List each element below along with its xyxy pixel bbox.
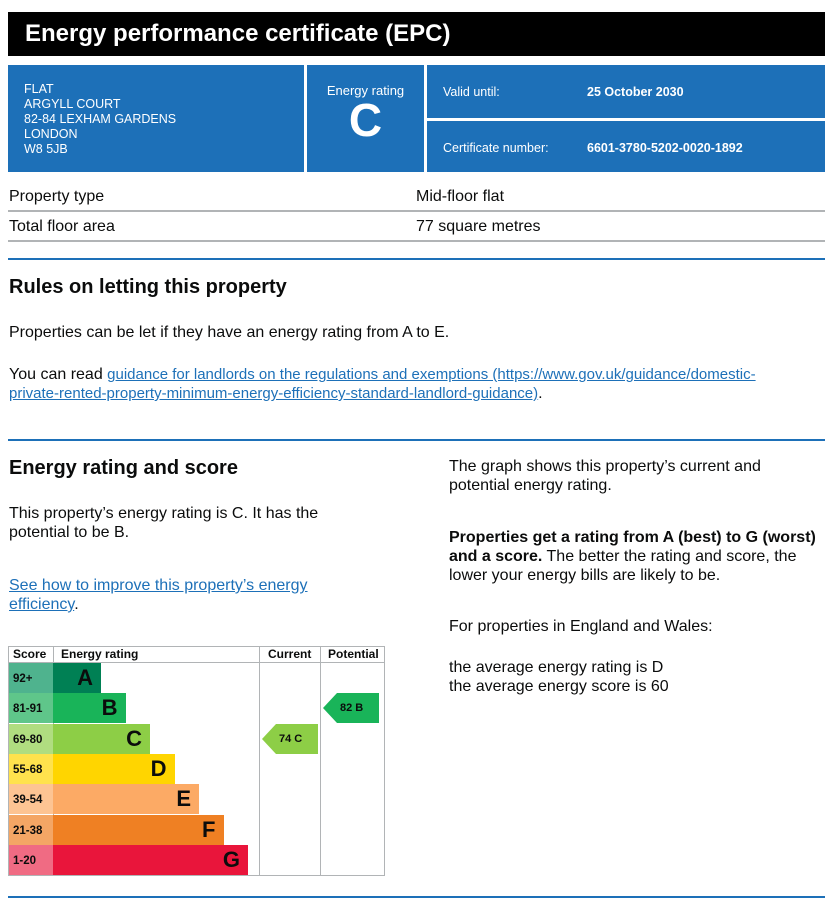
score-range-d: 55-68 <box>9 754 53 784</box>
rating-band-f <box>53 815 224 845</box>
potential-rating-arrow-label: 82 B <box>340 702 364 715</box>
score-range-c: 69-80 <box>9 724 53 754</box>
chart-gridline <box>320 647 321 875</box>
score-range-e: 39-54 <box>9 784 53 814</box>
rating-band-letter: A <box>77 665 93 690</box>
property-type-row <box>8 182 825 212</box>
letting-guidance-paragraph <box>9 365 799 403</box>
rating-band-letter: F <box>202 816 216 842</box>
address-line: FLAT <box>24 82 54 96</box>
rating-band-b <box>53 693 126 723</box>
rating-explanation <box>449 528 825 585</box>
rating-band-letter: C <box>126 725 142 751</box>
certificate-number-value: 6601-3780-5202-0020-1892 <box>587 141 743 155</box>
valid-until-box <box>427 65 825 118</box>
section-divider <box>8 258 825 260</box>
chart-header-score: Score <box>13 647 47 661</box>
score-range-a: 92+ <box>9 663 53 693</box>
chart-header-current: Current <box>268 647 312 661</box>
floor-area-label: Total floor area <box>9 218 115 235</box>
property-type-label: Property type <box>9 188 105 205</box>
graph-description: The graph shows this property’s current and potential energy rating. <box>449 458 761 494</box>
energy-rating-chart <box>8 646 385 876</box>
rating-band-c <box>53 724 150 754</box>
rating-band-d <box>53 754 175 784</box>
valid-until-label: Valid until: <box>443 85 500 99</box>
score-paragraph: This property’s energy rating is C. It has the potential to be B. <box>9 505 319 541</box>
improve-efficiency-link[interactable]: See how to improve this property’s energy efficiency <box>9 577 308 613</box>
address-line: W8 5JB <box>24 142 68 156</box>
rating-explanation-bold: Properties get a rating from A (best) to G (worst) and a score. <box>449 529 816 565</box>
average-score: the average energy score is 60 <box>449 678 669 695</box>
guidance-prefix: You can read <box>9 366 108 383</box>
average-rating: the average energy rating is D <box>449 659 664 676</box>
rating-explanation-rest: The better the rating and score, the lower your energy bills are likely to be. <box>449 548 797 584</box>
rating-band-g <box>53 845 248 875</box>
floor-area-row <box>8 212 825 242</box>
improve-paragraph <box>9 576 329 614</box>
rating-band-letter: E <box>176 786 191 812</box>
chart-header-potential: Potential <box>328 647 379 661</box>
section-divider <box>8 896 825 898</box>
letting-paragraph: Properties can be let if they have an energy rating from A to E. <box>9 324 450 341</box>
certificate-number-box <box>427 121 825 172</box>
address-line: LONDON <box>24 127 78 141</box>
potential-rating-arrow <box>323 693 380 723</box>
rating-band-letter: D <box>150 755 167 781</box>
address-line: 82-84 LEXHAM GARDENS <box>24 112 177 126</box>
current-rating-arrow <box>262 724 319 754</box>
score-range-b: 81-91 <box>9 693 53 723</box>
address-line: ARGYLL COURT <box>24 97 121 111</box>
score-heading: Energy rating and score <box>9 457 238 479</box>
score-range-f: 21-38 <box>9 815 53 845</box>
rating-band-letter: B <box>101 695 118 721</box>
energy-rating-label: Energy rating <box>326 83 405 98</box>
floor-area-value: 77 square metres <box>416 218 541 235</box>
england-wales-label: For properties in England and Wales: <box>449 618 713 635</box>
letting-heading: Rules on letting this property <box>9 276 287 298</box>
score-range-g: 1-20 <box>9 845 53 875</box>
current-rating-arrow-label: 74 C <box>279 732 303 745</box>
rating-band-letter: G <box>222 846 240 872</box>
guidance-suffix: . <box>538 385 543 402</box>
certificate-number-label: Certificate number: <box>443 141 549 155</box>
energy-rating-letter: C <box>348 94 383 146</box>
property-type-value: Mid-floor flat <box>416 188 505 205</box>
rating-band-a <box>53 663 101 693</box>
valid-until-value: 25 October 2030 <box>587 85 684 99</box>
chart-header-rating: Energy rating <box>61 647 139 661</box>
guidance-link[interactable]: guidance for landlords on the regulations and exemptions (https://www.gov.uk/guidance/domestic-private-rented-property-minimum-energy-efficiency-standard-landlord-guidance) <box>9 366 756 402</box>
energy-rating-box <box>307 65 424 172</box>
improve-suffix: . <box>74 596 79 613</box>
page-title: Energy performance certificate (EPC) <box>8 12 825 56</box>
address-block <box>8 65 304 172</box>
rating-band-e <box>53 784 199 814</box>
chart-gridline <box>259 647 260 875</box>
section-divider <box>8 439 825 441</box>
